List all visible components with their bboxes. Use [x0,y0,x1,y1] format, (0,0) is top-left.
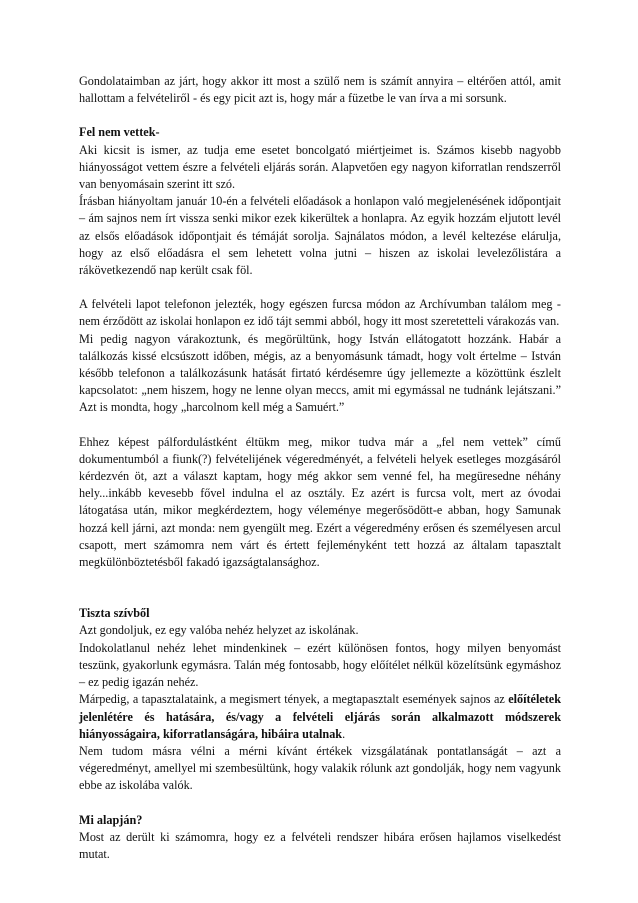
spacer [79,107,561,124]
emphasized-text: előítéletek jelenlétére és hatására, és/vagy a felvételi eljárás során alkalmazott módszerek hiányosságaira, kiforratlanságára, hibáira utalnak [79,692,561,741]
document-page [79,73,561,863]
paragraph-text: . [342,726,346,741]
intro-paragraph: Gondolataimban az járt, hogy akkor itt most a szülő nem is számít annyira – eltérően attól, amit hallottam a felvételiről - és egy picit azt is, hogy már a füzetbe le van írva a mi sorsunk. [79,74,561,106]
section-heading-fel-nem-vettek: Fel nem vettek- [79,125,160,140]
paragraph: Írásban hiányoltam január 10-én a felvételi előadások a honlapon való megjelenésének időpontjait – ám sajnos nem írt vissza senki mikor ezek kikerültek a honlapra. Az egyik hozzám eljutott levél az elsős előadások időpontjait és témáját sorolja. Sajnálatos módon, a levél keltezése elárulja, hogy az első előadásra el sem lehetett volna jutni – hiszen az iskolai levelezőlistára a rákövetkezendő nap került csak föl. [79,194,561,278]
paragraph: Indokolatlanul nehéz lehet mindenkinek – ezért különösen fontos, hogy milyen benyomást teszünk, gyakorlunk egymásra. Talán még fontosabb, hogy előítélet nélkül közelítsünk egymáshoz – ez pedig igazán nehéz. [79,640,561,690]
spacer [79,795,561,812]
paragraph: Nem tudom másra vélni a mérni kívánt értékek vizsgálatának pontatlanságát – azt a végeredményt, amellyel mi szembesültünk, hogy valakik rólunk azt gondolják, hogy nem vagyunk ebbe az iskolába valók. [79,743,561,793]
paragraph: A felvételi lapot telefonon jelezték, hogy egészen furcsa módon az Archívumban találom meg - nem érződött az iskolai honlapon ez idő tájt semmi abból, hogy itt most szeretetteli várakozás van. [79,297,561,329]
spacer [79,279,561,296]
paragraph: Mi pedig nagyon várakoztunk, és megörültünk, hogy István ellátogatott hozzánk. Habár a találkozás kissé elcsúszott időben, mégis, az a benyomásunk támadt, hogy volt értelme – István később telefonon a találkozásunk hatását firtató kérdésemre úgy jellemezte a közöttünk észlelt kapcsolatot: „nem hiszem, hogy ne lenne olyan meccs, amit mi egymással ne tudnánk lejátszani.” Azt is mondta, hogy „harcolnom kell még a Samuért.” [79,331,561,415]
paragraph-text: Márpedig, a tapasztalataink, a megismert tények, a megtapasztalt események sajnos az [79,692,509,707]
section-heading-mi-alapjan: Mi alapján? [79,812,143,827]
paragraph: Azt gondoljuk, ez egy valóba nehéz helyzet az iskolának. [79,623,359,638]
paragraph: Aki kicsit is ismer, az tudja eme esetet boncolgató miértjeimet is. Számos kisebb nagyobb hiányosságot vettem észre a felvételi eljárás során. Alapvetően egy nagyon kiforratlan rendszerről van benyomásain szerint itt szó. [79,142,561,192]
section-heading-tiszta-szivbol: Tiszta szívből [79,606,150,621]
spacer [79,417,561,434]
paragraph: Ehhez képest pálfordulástként éltükm meg, mikor tudva már a „fel nem vettek” című dokumentumból a fiunk(?) felvételijének végeredményét, a felvételi helyek esetleges mozgásáról kérdezvén öt, azt a választ kaptam, hogy még akkor sem venné fel, ha megüresedne néhány hely...inkább kevesebb fővel indulna el az osztály. Ez azért is furcsa volt, mert az óvodai látogatása után, mikor megkérdeztem, hogy véleménye megerősödött-e abban, hogy Samunak hozzá kell járni, azt monda: nem gyengült meg. Ezért a végeredmény erősen és személyesen arcul csapott, mert számomra nem várt és értett fejleményként tett hozzá az általam tapasztalt megkülönböztetésből fakadó igazságtalansághoz. [79,434,561,570]
spacer [79,571,561,605]
paragraph: Most az derült ki számomra, hogy ez a felvételi rendszer hibára erősen hajlamos viselkedést mutat. [79,829,561,861]
paragraph-with-emphasis [79,691,561,743]
